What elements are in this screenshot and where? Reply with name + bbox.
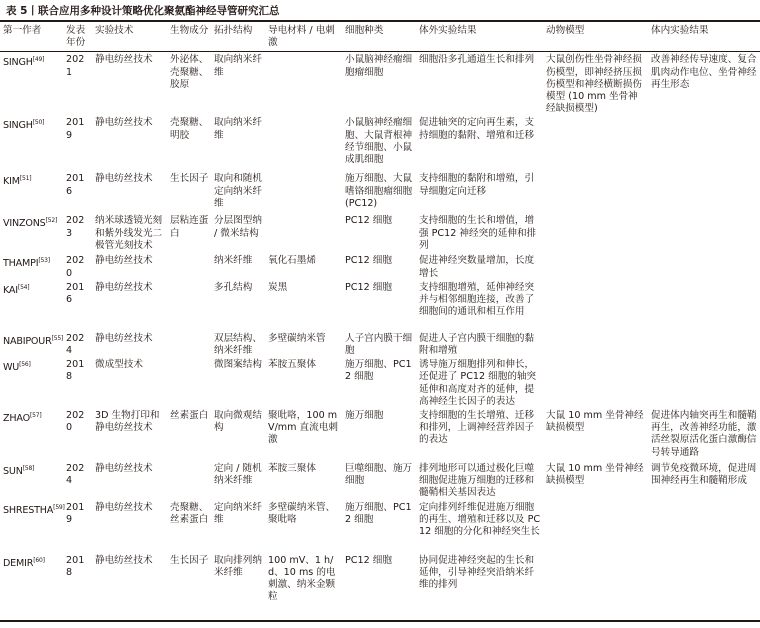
author-cell bbox=[0, 253, 63, 279]
table-row bbox=[0, 357, 760, 408]
bio-component-cell: 壳聚糖、丝素蛋白 bbox=[170, 501, 209, 525]
in-vitro-cell: 排列地形可以通过极化巨噬细胞促进施万细胞的迁移和髓鞘相关基因表达 bbox=[419, 463, 535, 499]
in-vivo-cell: 促进体内轴突再生和髓鞘再生，改善神经功能，激活丝裂原活化蛋白激酶信号转导通路 bbox=[651, 410, 757, 458]
in-vitro-cell: 促进神经突数量增加，长度增长 bbox=[419, 255, 535, 279]
bio-component-cell: 层粘连蛋白 bbox=[170, 215, 209, 239]
animal-model-cell: 大鼠创伤性坐骨神经损伤模型，即神经挤压损伤模型和神经横断损伤模型 (10 mm 坐骨神经缺损模型) bbox=[546, 54, 642, 115]
in-vivo-cell bbox=[648, 331, 760, 357]
in-vivo-cell: 调节免疫微环境，促进周围神经再生和髓鞘形成 bbox=[651, 463, 757, 487]
conductive-cell: 多壁碳纳米管、聚吡咯 bbox=[268, 501, 336, 525]
animal-model-cell bbox=[543, 171, 648, 213]
header-animal-model: 动物模型 bbox=[543, 22, 648, 52]
header-conductive: 导电材料 / 电刺激 bbox=[265, 22, 342, 52]
reference-number: [52] bbox=[45, 217, 58, 225]
bio-component-cell bbox=[167, 357, 211, 408]
year-cell: 2018 bbox=[66, 554, 85, 578]
author-cell bbox=[0, 500, 63, 553]
year-cell: 2019 bbox=[66, 501, 85, 525]
year-cell: 2016 bbox=[66, 173, 85, 197]
conductive-cell: 多壁碳纳米管 bbox=[268, 332, 326, 344]
author-name: KAI bbox=[3, 284, 18, 296]
in-vivo-cell bbox=[648, 553, 760, 604]
author-cell bbox=[0, 52, 63, 116]
topology-cell: 取向排列纳米纤维 bbox=[214, 554, 262, 578]
bio-component-cell bbox=[167, 253, 211, 279]
in-vitro-cell: 促进轴突的定向再生素，支持细胞的黏附、增殖和迁移 bbox=[419, 117, 535, 141]
header-in-vitro: 体外实验结果 bbox=[416, 22, 543, 52]
year-cell: 2024 bbox=[66, 463, 85, 487]
author-cell bbox=[0, 553, 63, 604]
technique-cell: 静电纺丝技术 bbox=[95, 554, 153, 566]
table-caption: 表 5丨联合应用多种设计策略优化聚氨酯神经导管研究汇总 bbox=[6, 5, 280, 17]
conductive-cell bbox=[265, 171, 342, 213]
bio-component-cell: 壳聚糖、明胶 bbox=[170, 117, 209, 141]
year-cell: 2020 bbox=[66, 255, 85, 279]
in-vitro-cell: 支持细胞的生长和增值，增强 PC12 神经突的延伸和排列 bbox=[419, 215, 537, 251]
year-cell: 2018 bbox=[66, 359, 85, 383]
table-row bbox=[0, 408, 760, 461]
topology-cell: 多孔结构 bbox=[214, 281, 253, 293]
animal-model-cell bbox=[543, 357, 648, 408]
cell-type-cell: PC12 细胞 bbox=[345, 255, 392, 267]
technique-cell: 静电纺丝技术 bbox=[95, 173, 153, 185]
year-cell: 2020 bbox=[66, 410, 85, 434]
table-row bbox=[0, 115, 760, 171]
in-vivo-cell bbox=[648, 171, 760, 213]
cell-type-cell: PC12 细胞 bbox=[345, 281, 392, 293]
conductive-cell: 100 mV、1 h/d、10 ms 的电刺激、纳米金颗粒 bbox=[268, 554, 336, 603]
technique-cell: 静电纺丝技术 bbox=[95, 117, 153, 129]
reference-number: [51] bbox=[19, 175, 32, 183]
topology-cell: 分层图型纳 / 微米结构 bbox=[214, 215, 262, 239]
author-name: NABIPOUR bbox=[3, 335, 52, 347]
technique-cell: 静电纺丝技术 bbox=[95, 255, 153, 267]
animal-model-cell bbox=[543, 331, 648, 357]
reference-number: [60] bbox=[33, 556, 45, 564]
bio-component-cell: 生长因子 bbox=[170, 173, 209, 185]
reference-number: [56] bbox=[19, 361, 31, 369]
author-name: ZHAO bbox=[3, 413, 30, 425]
author-cell bbox=[0, 461, 63, 500]
author-name: SINGH bbox=[3, 57, 33, 69]
year-cell: 2024 bbox=[66, 332, 85, 357]
conductive-cell: 苯胺三聚体 bbox=[268, 463, 316, 475]
technique-cell: 静电纺丝技术 bbox=[95, 281, 153, 293]
header-row bbox=[0, 22, 760, 52]
conductive-cell: 聚吡咯，100 mV/mm 直流电刺激 bbox=[268, 410, 338, 446]
technique-cell: 静电纺丝技术 bbox=[95, 463, 153, 475]
topology-cell: 取向微观结构 bbox=[214, 410, 262, 434]
in-vivo-cell bbox=[648, 213, 760, 253]
cell-type-cell: PC12 细胞 bbox=[345, 554, 392, 566]
cell-type-cell: 施万细胞、PC12 细胞 bbox=[345, 501, 412, 525]
header-author: 第一作者 bbox=[0, 22, 63, 52]
author-cell bbox=[0, 213, 63, 253]
author-name: DEMIR bbox=[3, 557, 34, 569]
table-row bbox=[0, 213, 760, 253]
author-cell bbox=[0, 115, 63, 171]
cell-type-cell: 巨噬细胞、施万细胞 bbox=[345, 463, 413, 487]
author-name: VINZONS bbox=[3, 218, 46, 230]
in-vivo-cell bbox=[648, 500, 760, 553]
table-row bbox=[0, 171, 760, 213]
reference-number: [49] bbox=[32, 56, 45, 64]
reference-number: [55] bbox=[51, 334, 64, 342]
animal-model-cell bbox=[543, 553, 648, 604]
bottom-rule bbox=[0, 620, 760, 622]
in-vitro-cell: 协同促进神经突起的生长和延伸，引导神经突沿纳米纤维的排列 bbox=[419, 554, 535, 591]
in-vivo-cell: 改善神经传导速度、复合肌肉动作电位、坐骨神经再生形态 bbox=[651, 54, 757, 90]
topology-cell: 取向和随机定向纳米纤维 bbox=[214, 173, 262, 209]
topology-cell: 微图案结构 bbox=[214, 359, 262, 371]
animal-model-cell: 大鼠 10 mm 坐骨神经缺损模型 bbox=[546, 463, 644, 487]
author-cell bbox=[0, 331, 63, 357]
technique-cell: 3D 生物打印和静电纺丝技术 bbox=[95, 410, 160, 434]
topology-cell: 纳米纤维 bbox=[214, 255, 253, 267]
author-name: THAMPI bbox=[3, 258, 39, 270]
author-cell bbox=[0, 357, 63, 408]
animal-model-cell bbox=[543, 280, 648, 331]
header-cell-type: 细胞种类 bbox=[342, 22, 416, 52]
bio-component-cell: 丝素蛋白 bbox=[170, 410, 209, 422]
cell-type-cell: 小鼠脑神经瘤细胞、大鼠背根神经节细胞、小鼠成肌细胞 bbox=[345, 117, 413, 166]
conductive-cell bbox=[265, 115, 342, 171]
topology-cell: 定向 / 随机纳米纤维 bbox=[214, 463, 262, 487]
in-vitro-cell: 支持细胞增殖，延伸神经突并与相邻细胞连接，改善了细胞间的通讯和相互作用 bbox=[419, 281, 535, 318]
table-row bbox=[0, 280, 760, 331]
year-cell: 2016 bbox=[66, 281, 85, 306]
technique-cell: 静电纺丝技术 bbox=[95, 54, 153, 66]
table-row bbox=[0, 331, 760, 357]
header-topology: 拓扑结构 bbox=[211, 22, 265, 52]
table-row bbox=[0, 500, 760, 553]
author-name: KIM bbox=[3, 176, 20, 188]
year-cell: 2019 bbox=[66, 117, 85, 141]
topology-cell: 双层结构、纳米纤维 bbox=[214, 332, 262, 357]
bio-component-cell bbox=[167, 461, 211, 500]
conductive-cell: 氧化石墨烯 bbox=[268, 255, 316, 267]
reference-number: [54] bbox=[17, 283, 30, 291]
in-vivo-cell bbox=[648, 357, 760, 408]
topology-cell: 取向纳米纤维 bbox=[214, 54, 262, 78]
in-vitro-cell: 诱导施万细胞排列和伸长，还促进了 PC12 细胞的轴突延伸和高度对齐的延伸，提高神经生长因子的表达 bbox=[419, 359, 537, 407]
animal-model-cell bbox=[543, 500, 648, 553]
cell-type-cell: 施万细胞、PC12 细胞 bbox=[345, 359, 412, 383]
table-row bbox=[0, 253, 760, 279]
header-in-vivo: 体内实验结果 bbox=[648, 22, 760, 52]
cell-type-cell: PC12 细胞 bbox=[345, 215, 392, 227]
author-name: SINGH bbox=[3, 120, 33, 132]
author-cell bbox=[0, 171, 63, 213]
technique-cell: 静电纺丝技术 bbox=[95, 501, 153, 513]
author-name: SHRESTHA bbox=[3, 504, 54, 516]
bio-component-cell: 外泌体、壳聚糖、胶原 bbox=[170, 54, 209, 90]
summary-table bbox=[0, 22, 760, 603]
year-cell: 2023 bbox=[66, 215, 85, 239]
technique-cell: 微成型技术 bbox=[95, 359, 143, 371]
in-vivo-cell bbox=[648, 253, 760, 279]
header-year: 发表年份 bbox=[63, 22, 92, 52]
cell-type-cell: 施万细胞、大鼠嗜铬细胞瘤细胞 (PC12) bbox=[345, 173, 413, 209]
topology-cell: 取向纳米纤维 bbox=[214, 117, 262, 141]
year-cell: 2021 bbox=[66, 54, 85, 78]
conductive-cell: 苯胺五聚体 bbox=[268, 359, 316, 371]
in-vivo-cell bbox=[648, 115, 760, 171]
table-row bbox=[0, 553, 760, 604]
animal-model-cell bbox=[543, 115, 648, 171]
conductive-cell bbox=[265, 213, 342, 253]
bio-component-cell bbox=[167, 331, 211, 357]
cell-type-cell: 人子宫内膜干细胞 bbox=[345, 332, 413, 357]
reference-number: [57] bbox=[29, 412, 42, 420]
reference-number: [59] bbox=[53, 503, 65, 511]
animal-model-cell bbox=[543, 213, 648, 253]
in-vivo-cell bbox=[648, 280, 760, 331]
in-vitro-cell: 促进人子宫内膜干细胞的黏附和增殖 bbox=[419, 332, 535, 357]
animal-model-cell bbox=[543, 253, 648, 279]
technique-cell: 纳米球透镜光刻和紫外线发光二极管光刻技术 bbox=[95, 215, 163, 251]
in-vitro-cell: 细胞沿多孔通道生长和排列 bbox=[419, 54, 535, 66]
in-vitro-cell: 支持细胞的生长增殖、迁移和排列，上调神经营养因子的表达 bbox=[419, 410, 535, 446]
conductive-cell: 炭黑 bbox=[268, 281, 288, 293]
author-cell bbox=[0, 408, 63, 461]
cell-type-cell: 小鼠脑神经瘤细胞瘤细胞 bbox=[345, 54, 413, 78]
technique-cell: 静电纺丝技术 bbox=[95, 332, 153, 344]
conductive-cell bbox=[265, 52, 342, 116]
in-vitro-cell: 定向排列纤维促进施万细胞的再生、增殖和迁移以及 PC12 细胞的分化和神经突生长 bbox=[419, 501, 541, 538]
bio-component-cell: 生长因子 bbox=[170, 554, 209, 566]
bio-component-cell bbox=[167, 280, 211, 331]
topology-cell: 定向纳米纤维 bbox=[214, 501, 262, 525]
reference-number: [58] bbox=[22, 465, 35, 473]
author-name: WU bbox=[3, 362, 20, 374]
header-bio-component: 生物成分 bbox=[167, 22, 211, 52]
header-technique: 实验技术 bbox=[92, 22, 167, 52]
in-vitro-cell: 支持细胞的黏附和增殖，引导细胞定向迁移 bbox=[419, 173, 535, 197]
reference-number: [50] bbox=[32, 119, 45, 127]
author-cell bbox=[0, 280, 63, 331]
cell-type-cell: 施万细胞 bbox=[345, 410, 384, 422]
author-name: SUN bbox=[3, 466, 23, 478]
reference-number: [53] bbox=[38, 257, 50, 265]
table-row bbox=[0, 461, 760, 500]
animal-model-cell: 大鼠 10 mm 坐骨神经缺损模型 bbox=[546, 410, 644, 434]
table-row bbox=[0, 52, 760, 116]
